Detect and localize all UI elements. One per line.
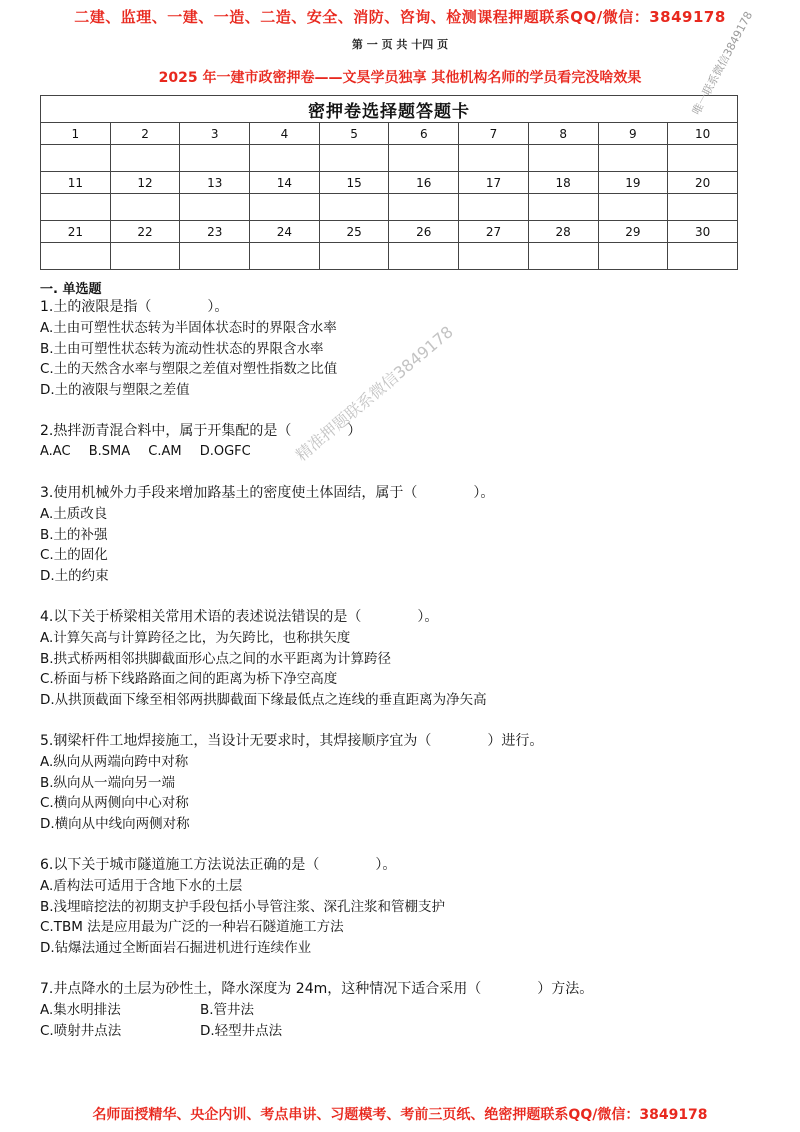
question-2 [40, 420, 760, 462]
question-5 [40, 730, 760, 834]
answer-option[interactable]: B.浅埋暗挖法的初期支护手段包括小导管注浆、深孔注浆和管棚支护 [40, 898, 446, 915]
question-stem: 5.钢梁杆件工地焊接施工，当设计无要求时，其焊接顺序宜为（ ）进行。 [40, 733, 544, 749]
answer-blank-cell[interactable] [180, 145, 250, 172]
answer-option[interactable]: B.纵向从一端向另一端 [40, 774, 176, 791]
answer-option[interactable]: D.横向从中线向两侧对称 [40, 815, 190, 832]
question-stem: 6.以下关于城市隧道施工方法说法正确的是（ ）。 [40, 857, 397, 873]
answer-card-number: 27 [459, 221, 529, 243]
answer-blank-cell[interactable] [110, 243, 180, 270]
question-list [40, 296, 760, 1061]
answer-blank-cell[interactable] [668, 243, 738, 270]
question-6 [40, 854, 760, 958]
answer-card-blank-row [41, 145, 738, 172]
question-3 [40, 482, 760, 586]
answer-option[interactable]: C.横向从两侧向中心对称 [40, 795, 189, 811]
answer-blank-cell[interactable] [389, 243, 459, 270]
answer-card-blank-row [41, 194, 738, 221]
answer-option[interactable]: C.AM [148, 444, 182, 459]
top-promo-banner: 二建、监理、一建、一造、二造、安全、消防、咨询、检测课程押题联系QQ/微信：3849178 [74, 8, 726, 26]
answer-blank-cell[interactable] [528, 194, 598, 221]
document-title: 2025 年一建市政密押卷——文昊学员独享 其他机构名师的学员看完没啥效果 [158, 70, 642, 86]
answer-card-number: 2 [110, 123, 180, 145]
question-stem: 1.土的液限是指（ ）。 [40, 299, 229, 315]
answer-card-number: 24 [250, 221, 320, 243]
answer-card-number: 1 [41, 123, 111, 145]
answer-option[interactable]: B.管井法 [200, 1002, 255, 1018]
answer-card-number: 26 [389, 221, 459, 243]
bottom-promo-banner: 名师面授精华、央企内训、考点串讲、习题模考、考前三页纸、绝密押题联系QQ/微信：3849178 [92, 1107, 708, 1123]
answer-option[interactable]: D.钻爆法通过全断面岩石掘进机进行连续作业 [40, 939, 312, 956]
answer-card-number: 17 [459, 172, 529, 194]
answer-blank-cell[interactable] [110, 145, 180, 172]
answer-blank-cell[interactable] [180, 243, 250, 270]
answer-blank-cell[interactable] [528, 243, 598, 270]
answer-blank-cell[interactable] [110, 194, 180, 221]
answer-card-number: 5 [319, 123, 389, 145]
answer-blank-cell[interactable] [668, 194, 738, 221]
answer-card-number-row [41, 172, 738, 194]
answer-blank-cell[interactable] [319, 243, 389, 270]
answer-card-number: 12 [110, 172, 180, 194]
answer-blank-cell[interactable] [41, 194, 111, 221]
answer-card-number: 6 [389, 123, 459, 145]
question-stem: 7.井点降水的土层为砂性土，降水深度为 24m，这种情况下适合采用（ ）方法。 [40, 981, 594, 997]
answer-option[interactable]: A.AC [40, 444, 71, 459]
answer-option[interactable]: D.从拱顶截面下缘至相邻两拱脚截面下缘最低点之连线的垂直距离为净矢高 [40, 691, 487, 708]
answer-card-number: 11 [41, 172, 111, 194]
answer-blank-cell[interactable] [598, 243, 668, 270]
answer-card-number: 23 [180, 221, 250, 243]
answer-option[interactable]: B.拱式桥两相邻拱脚截面形心点之间的水平距离为计算跨径 [40, 650, 392, 667]
answer-blank-cell[interactable] [389, 194, 459, 221]
answer-card-number: 20 [668, 172, 738, 194]
answer-blank-cell[interactable] [319, 194, 389, 221]
answer-blank-cell[interactable] [180, 194, 250, 221]
answer-blank-cell[interactable] [41, 243, 111, 270]
question-stem: 4.以下关于桥梁相关常用术语的表述说法错误的是（ ）。 [40, 609, 439, 625]
contact-watermark-diagonal: 精准押题联系微信3849178 [291, 322, 457, 465]
answer-card-number-row [41, 221, 738, 243]
answer-options-inline [40, 442, 760, 462]
question-stem: 3.使用机械外力手段来增加路基土的密度使土体固结，属于（ ）。 [40, 485, 495, 501]
answer-blank-cell[interactable] [528, 145, 598, 172]
answer-option[interactable]: D.轻型井点法 [200, 1022, 283, 1039]
answer-card-number: 14 [250, 172, 320, 194]
answer-option[interactable]: B.土的补强 [40, 526, 108, 543]
question-stem: 2.热拌沥青混合料中，属于开集配的是（ ） [40, 423, 362, 439]
answer-blank-cell[interactable] [668, 145, 738, 172]
contact-watermark: 唯一联系微信3849178 [689, 9, 756, 118]
answer-card-number: 18 [528, 172, 598, 194]
answer-card-number: 25 [319, 221, 389, 243]
answer-card-number: 16 [389, 172, 459, 194]
answer-options-row [40, 1000, 760, 1021]
section-heading: 一. 单选题 [40, 282, 102, 297]
question-4 [40, 606, 760, 710]
answer-card-number: 3 [180, 123, 250, 145]
answer-option[interactable]: A.集水明排法 [40, 1002, 121, 1018]
answer-card-number: 28 [528, 221, 598, 243]
answer-blank-cell[interactable] [459, 243, 529, 270]
answer-option[interactable]: C.土的固化 [40, 547, 108, 563]
answer-option[interactable]: D.OGFC [199, 444, 251, 459]
answer-blank-cell[interactable] [389, 145, 459, 172]
answer-option[interactable]: D.土的约束 [40, 567, 109, 584]
answer-option[interactable]: B.SMA [88, 444, 131, 459]
answer-card-table [40, 95, 738, 270]
answer-option[interactable]: B.土由可塑性状态转为流动性状态的界限含水率 [40, 340, 324, 357]
answer-card-number: 29 [598, 221, 668, 243]
answer-card-number: 15 [319, 172, 389, 194]
answer-blank-cell[interactable] [250, 194, 320, 221]
answer-card-number: 9 [598, 123, 668, 145]
answer-option[interactable]: D.土的液限与塑限之差值 [40, 381, 190, 398]
answer-option[interactable]: A.计算矢高与计算跨径之比，为矢跨比，也称拱矢度 [40, 630, 351, 646]
answer-card-blank-row [41, 243, 738, 270]
answer-options-row [40, 1021, 760, 1042]
answer-card-number: 21 [41, 221, 111, 243]
answer-option[interactable]: A.土质改良 [40, 506, 108, 522]
answer-card-number: 30 [668, 221, 738, 243]
answer-card-number: 22 [110, 221, 180, 243]
answer-blank-cell[interactable] [319, 145, 389, 172]
question-1 [40, 296, 760, 400]
answer-blank-cell[interactable] [41, 145, 111, 172]
question-7 [40, 978, 760, 1041]
answer-card-number: 13 [180, 172, 250, 194]
answer-card-number: 7 [459, 123, 529, 145]
answer-option[interactable]: C.土的天然含水率与塑限之差值对塑性指数之比值 [40, 361, 338, 377]
answer-blank-cell[interactable] [459, 194, 529, 221]
answer-blank-cell[interactable] [459, 145, 529, 172]
answer-card-number: 10 [668, 123, 738, 145]
page-number: 第 一 页 共 十四 页 [351, 38, 449, 51]
answer-option[interactable]: A.盾构法可适用于含地下水的土层 [40, 878, 243, 894]
answer-option[interactable]: A.土由可塑性状态转为半固体状态时的界限含水率 [40, 320, 337, 336]
answer-card-number-row [41, 123, 738, 145]
answer-option[interactable]: C.桥面与桥下线路路面之间的距离为桥下净空高度 [40, 671, 338, 687]
answer-option[interactable]: C.喷射井点法 [40, 1022, 122, 1039]
answer-blank-cell[interactable] [250, 243, 320, 270]
answer-option[interactable]: A.纵向从两端向跨中对称 [40, 754, 189, 770]
answer-blank-cell[interactable] [598, 145, 668, 172]
answer-card-number: 8 [528, 123, 598, 145]
answer-blank-cell[interactable] [598, 194, 668, 221]
answer-option[interactable]: C.TBM 法是应用最为广泛的一种岩石隧道施工方法 [40, 919, 344, 935]
answer-card-number: 4 [250, 123, 320, 145]
answer-blank-cell[interactable] [250, 145, 320, 172]
answer-card-number: 19 [598, 172, 668, 194]
answer-card-title: 密押卷选择题答题卡 [41, 96, 738, 123]
